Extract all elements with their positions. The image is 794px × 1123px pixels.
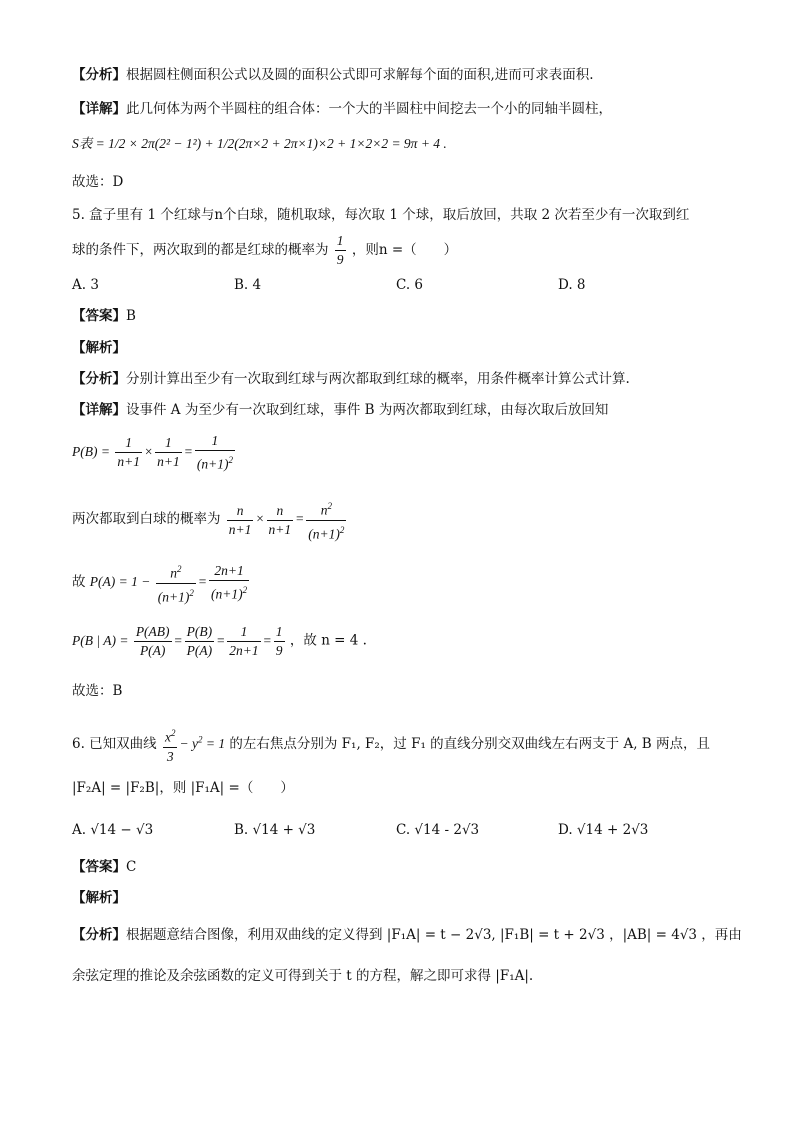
detail-tag: 【详解】	[72, 101, 126, 117]
q5-n4-text: ，故 n = 4 .	[289, 632, 367, 649]
p4-formula: S表 = 1/2 × 2π(2² − 1²) + 1/2(2π×2 + 2π×1)×2 + 1×2×2 = 9π + 4 .	[72, 136, 447, 151]
p4-analysis-text: 根据圆柱侧面积公式以及圆的面积公式即可求解每个面的面积,进而可求表面积.	[126, 67, 594, 83]
q5-pba-formula: P(B | A) = $\frac{P(AB)}{P(A)}$ = $\frac{P(B)}{P(A)}$ = $\frac{1}{2n+1}$ = $\frac{1}{9}$	[72, 624, 283, 658]
q5-answer-value: B	[126, 308, 136, 324]
analysis-tag: 【分析】	[72, 927, 126, 943]
q5-stem-text-a: 球的条件下，两次取到的都是红球的概率为	[72, 242, 329, 258]
q5-option-a: A. 3	[72, 277, 99, 293]
q5-option-b: B. 4	[234, 277, 262, 293]
q5-fraction-one-ninth: $\frac{1}{9}$	[336, 233, 344, 267]
q5-choice: 故选：B	[72, 683, 123, 699]
q5-option-d: D. 8	[558, 277, 586, 293]
q5-pa-formula: P(A) = 1 − $\frac{n^2}{(n+1)^2}$ = $\frac{2n+1}{(n+1)^2}$	[90, 574, 251, 589]
q6-option-a: A. √14 − √3	[72, 822, 154, 838]
answer-tag: 【答案】	[72, 859, 126, 875]
q6-analysis-line1	[72, 925, 742, 945]
q5-gu-text: 故	[72, 574, 86, 591]
q5-analysis-text: 分别计算出至少有一次取到红球与两次都取到红球的概率，用条件概率计算公式计算.	[126, 371, 630, 387]
q5-pba-line	[72, 623, 367, 660]
p4-detail-text: 此几何体为两个半圆柱的组合体：一个大的半圆柱中间挖去一个小的同轴半圆柱，	[126, 101, 612, 117]
explain-tag: 【解析】	[72, 340, 126, 356]
q5-stem-line1: 5. 盒子里有 1 个红球与n个白球，随机取球，每次取 1 个球，取后放回，共取 2 次若至少有一次取到红	[72, 207, 690, 223]
q6-analysis-line2: 余弦定理的推论及余弦函数的定义可得到关于 t 的方程，解之即可求得 |F₁A|.	[72, 968, 534, 984]
p4-detail-line	[72, 99, 612, 119]
q5-formula-pb: P(B) = $\frac{1}{n+1}$ × $\frac{1}{n+1}$ = $\frac{1}{(n+1)^2}$	[72, 433, 233, 472]
q5-explain-line	[72, 338, 126, 358]
q5-white-text: 两次都取到白球的概率为	[72, 511, 221, 528]
q6-stem-line2: |F₂A| = |F₂B|，则 |F₁A| =（ ）	[72, 780, 294, 796]
q6-stem-b: 的左右焦点分别为 F₁, F₂，过 F₁ 的直线分别交双曲线左右两支于 A, B 两点，且	[229, 735, 711, 752]
p4-analysis-line	[72, 65, 594, 85]
p4-choice: 故选：D	[72, 174, 124, 190]
q5-white-formula: $\frac{n}{n+1}$ × $\frac{n}{n+1}$ = $\frac{n^2}{(n+1)^2}$	[225, 511, 349, 526]
q6-answer-value: C	[126, 859, 137, 875]
q6-stem-a: 6. 已知双曲线	[72, 735, 157, 752]
q5-analysis-line	[72, 369, 630, 389]
q5-stem-line2	[72, 232, 457, 269]
q5-white-line	[72, 497, 348, 543]
q5-pa-line	[72, 560, 251, 606]
q6-option-c: C. √14 - 2√3	[396, 822, 480, 838]
analysis-tag: 【分析】	[72, 371, 126, 387]
q5-stem-text-b: ，则n =（ ）	[351, 242, 458, 258]
q6-stem-line1	[72, 724, 710, 766]
q5-detail-line	[72, 400, 608, 420]
q6-answer-line	[72, 857, 136, 877]
q5-option-c: C. 6	[396, 277, 424, 293]
answer-tag: 【答案】	[72, 308, 126, 324]
q5-detail-text: 设事件 A 为至少有一次取到红球，事件 B 为两次都取到红球，由每次取后放回知	[126, 402, 609, 418]
q5-answer-line	[72, 306, 136, 326]
explain-tag: 【解析】	[72, 890, 126, 906]
q6-option-d: D. √14 + 2√3	[558, 822, 649, 838]
q6-option-b: B. √14 + √3	[234, 822, 316, 838]
q6-hyperbola-eq: $\frac{x^2}{3}$ − $y^2 = 1$	[161, 736, 225, 751]
q6-analysis-text1: 根据题意结合图像，利用双曲线的定义得到 |F₁A| = t − 2√3, |F₁B| = t + 2√3 ，|AB| = 4√3 ，再由	[126, 927, 742, 943]
analysis-tag: 【分析】	[72, 67, 126, 83]
q6-explain-line	[72, 888, 126, 908]
detail-tag: 【详解】	[72, 402, 126, 418]
